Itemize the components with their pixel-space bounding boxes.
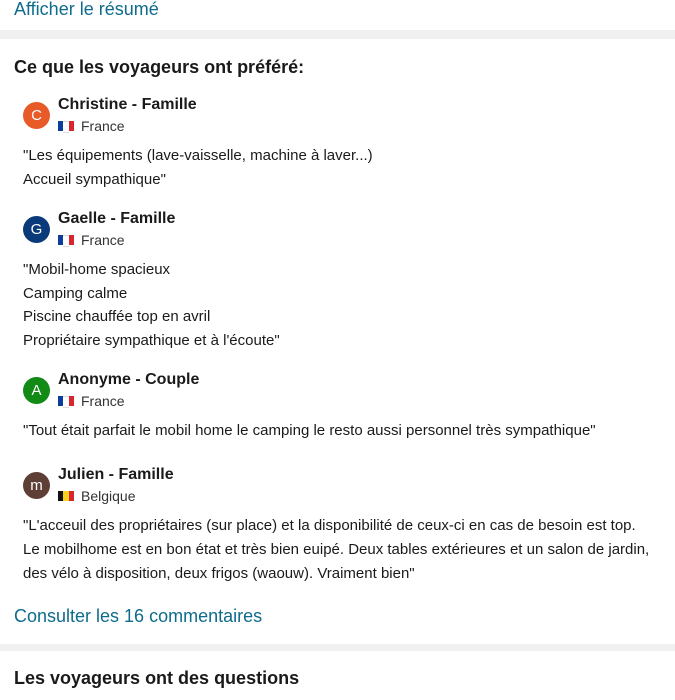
questions-section-title: Les voyageurs ont des questions	[14, 668, 300, 688]
country-label: France	[81, 232, 125, 248]
reviewer-country	[58, 118, 125, 134]
review-text: "Tout était parfait le mobil home le camping le resto aussi personnel très sympathique"	[23, 422, 596, 439]
review-card	[23, 210, 663, 352]
avatar: C	[23, 102, 50, 129]
country-label: France	[81, 393, 125, 409]
review-text: "Mobil-home spacieux Camping calme Piscine chauffée top en avril Propriétaire sympathique et à l'écoute"	[23, 261, 280, 349]
reviewer-name: Gaelle - Famille	[58, 210, 176, 227]
france-flag-icon	[58, 121, 74, 131]
belgium-flag-icon	[58, 491, 74, 501]
reviewer-name: Anonyme - Couple	[58, 371, 200, 388]
avatar: m	[23, 472, 50, 499]
country-label: France	[81, 118, 125, 134]
reviewer-name: Christine - Famille	[58, 96, 197, 113]
reviewer-country	[58, 232, 125, 248]
preferred-section-title: Ce que les voyageurs ont préféré:	[14, 57, 305, 77]
review-card	[23, 466, 663, 586]
country-label: Belgique	[81, 488, 136, 504]
view-comments-link[interactable]: Consulter les 16 commentaires	[14, 606, 263, 626]
section-divider	[0, 30, 675, 39]
show-summary-link[interactable]: Afficher le résumé	[14, 0, 159, 19]
review-card	[23, 371, 663, 443]
reviewer-country	[58, 393, 125, 409]
france-flag-icon	[58, 235, 74, 245]
france-flag-icon	[58, 396, 74, 406]
review-text: "L'acceuil des propriétaires (sur place) et la disponibilité de ceux-ci en cas de besoin est top. Le mobilhome est en bon état et très bien euipé. Deux tables extérieures et un salon de jardin, des vélo à disposition, deux frigos (waouw). Vraiment bien"	[23, 517, 650, 582]
review-text: "Les équipements (lave-vaisselle, machine à laver...) Accueil sympathique"	[23, 147, 373, 188]
avatar: G	[23, 216, 50, 243]
avatar: A	[23, 377, 50, 404]
review-card	[23, 96, 663, 191]
reviewer-name: Julien - Famille	[58, 466, 174, 483]
reviewer-country	[58, 488, 136, 504]
section-divider	[0, 644, 675, 651]
